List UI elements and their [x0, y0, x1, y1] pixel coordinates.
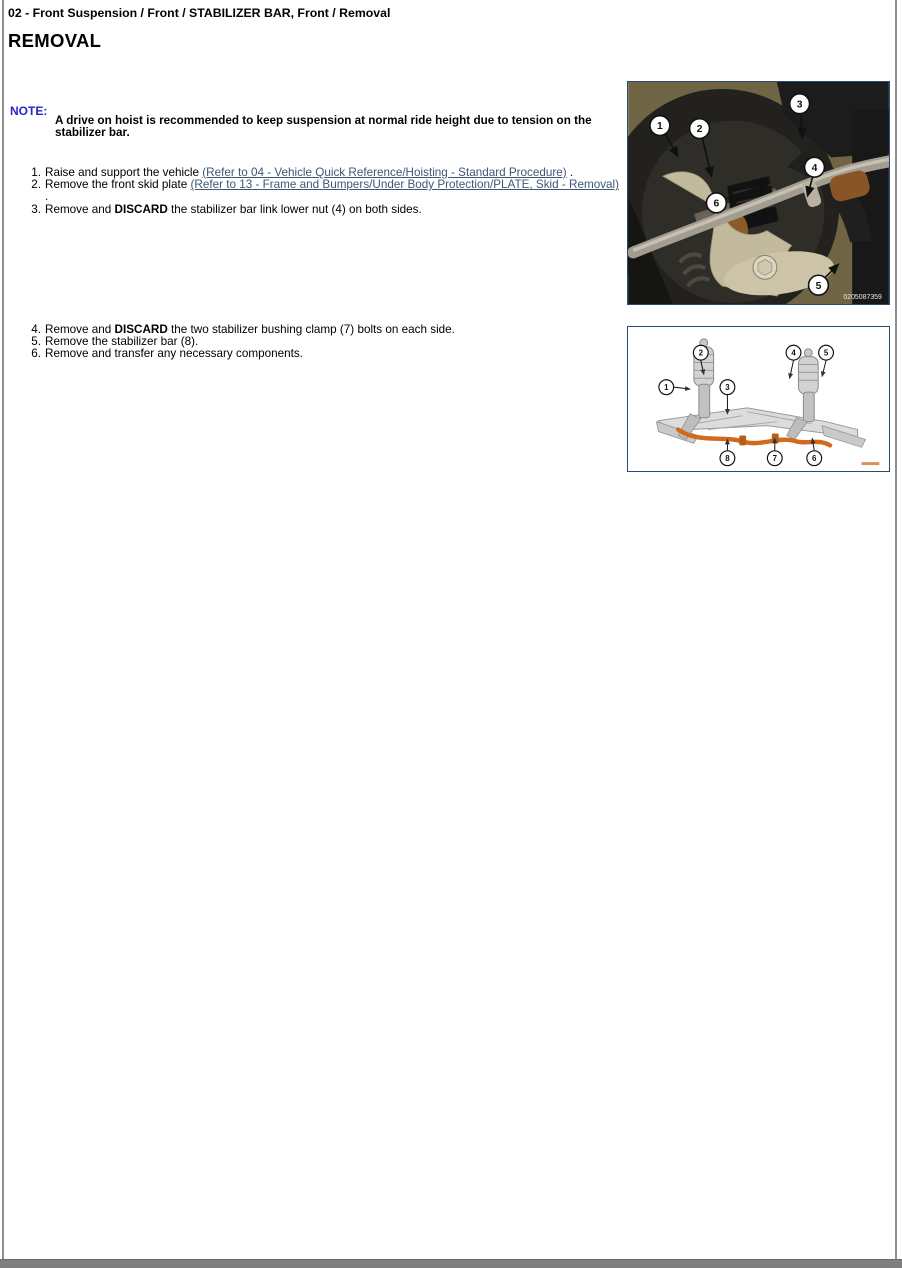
plain-text: the two stabilizer bushing clamp (7) bolts on each side. [167, 323, 455, 336]
diagram-background [629, 327, 888, 471]
svg-text:4: 4 [791, 348, 796, 358]
step-number: 1. [31, 166, 41, 179]
plain-text: Remove and [45, 323, 115, 336]
plain-text: Remove and transfer any necessary components. [45, 347, 303, 361]
svg-text:8: 8 [725, 453, 730, 463]
procedure-steps-4-6 [24, 324, 626, 361]
step-item [24, 204, 626, 216]
figure-stabilizer-diagram [627, 326, 890, 472]
plain-text: . [566, 166, 574, 179]
emphasis-text: DISCARD [114, 323, 168, 336]
step-text [45, 204, 626, 216]
step-continuation: . [45, 190, 49, 204]
svg-text:1: 1 [664, 382, 669, 392]
bushing-clamp-left [739, 435, 746, 445]
svg-text:5: 5 [815, 280, 822, 292]
step-text [45, 179, 626, 203]
svg-text:1: 1 [656, 121, 663, 133]
svg-text:3: 3 [725, 382, 730, 392]
step-item [24, 348, 626, 360]
page-border-right [895, 0, 897, 1260]
svg-text:4: 4 [811, 162, 818, 174]
page-border-left [2, 0, 4, 1260]
plain-text: Remove and [45, 202, 115, 216]
step-number: 2. [31, 178, 41, 192]
step-number: 5. [31, 335, 41, 349]
note-label: NOTE: [10, 104, 48, 118]
svg-text:6: 6 [812, 453, 817, 463]
svg-text:6: 6 [713, 198, 720, 210]
svg-text:2: 2 [698, 348, 703, 358]
plain-text: Remove the stabilizer bar (8). [45, 335, 199, 349]
page-title: REMOVAL [8, 30, 102, 51]
breadcrumb: 02 - Front Suspension / Front / STABILIZER BAR, Front / Removal [8, 6, 391, 20]
hex-bolt [758, 259, 772, 275]
step-number: 4. [31, 323, 41, 336]
figure-suspension-photo [627, 81, 890, 305]
step-number: 3. [31, 202, 41, 216]
emphasis-text: DISCARD [114, 202, 168, 216]
step-item [24, 179, 626, 203]
plain-text: Raise and support the vehicle [45, 166, 203, 179]
page-bottom-bar [0, 1259, 902, 1268]
note-text: A drive on hoist is recommended to keep suspension at normal ride height due to tension on the stabilizer bar. [55, 114, 592, 140]
step-number: 6. [31, 347, 41, 361]
svg-text:7: 7 [772, 453, 777, 463]
stabilizer-diagram-art [628, 327, 889, 471]
plain-text: Remove the front skid plate [45, 178, 191, 192]
suspension-photo-art [628, 82, 889, 304]
refer-link[interactable]: (Refer to 04 - Vehicle Quick Reference/Hoisting - Standard Procedure) [202, 166, 567, 179]
procedure-steps-1-3 [24, 167, 626, 216]
diagram-watermark [862, 462, 880, 465]
svg-text:5: 5 [823, 348, 829, 358]
plain-text: the stabilizer bar link lower nut (4) on both sides. [167, 202, 422, 216]
refer-link[interactable]: (Refer to 13 - Frame and Bumpers/Under Body Protection/PLATE, Skid - Removal) [190, 178, 620, 192]
svg-text:3: 3 [796, 99, 803, 111]
photo-watermark: 0205087359 [843, 294, 882, 302]
step-text [45, 348, 626, 360]
svg-text:2: 2 [696, 124, 703, 136]
